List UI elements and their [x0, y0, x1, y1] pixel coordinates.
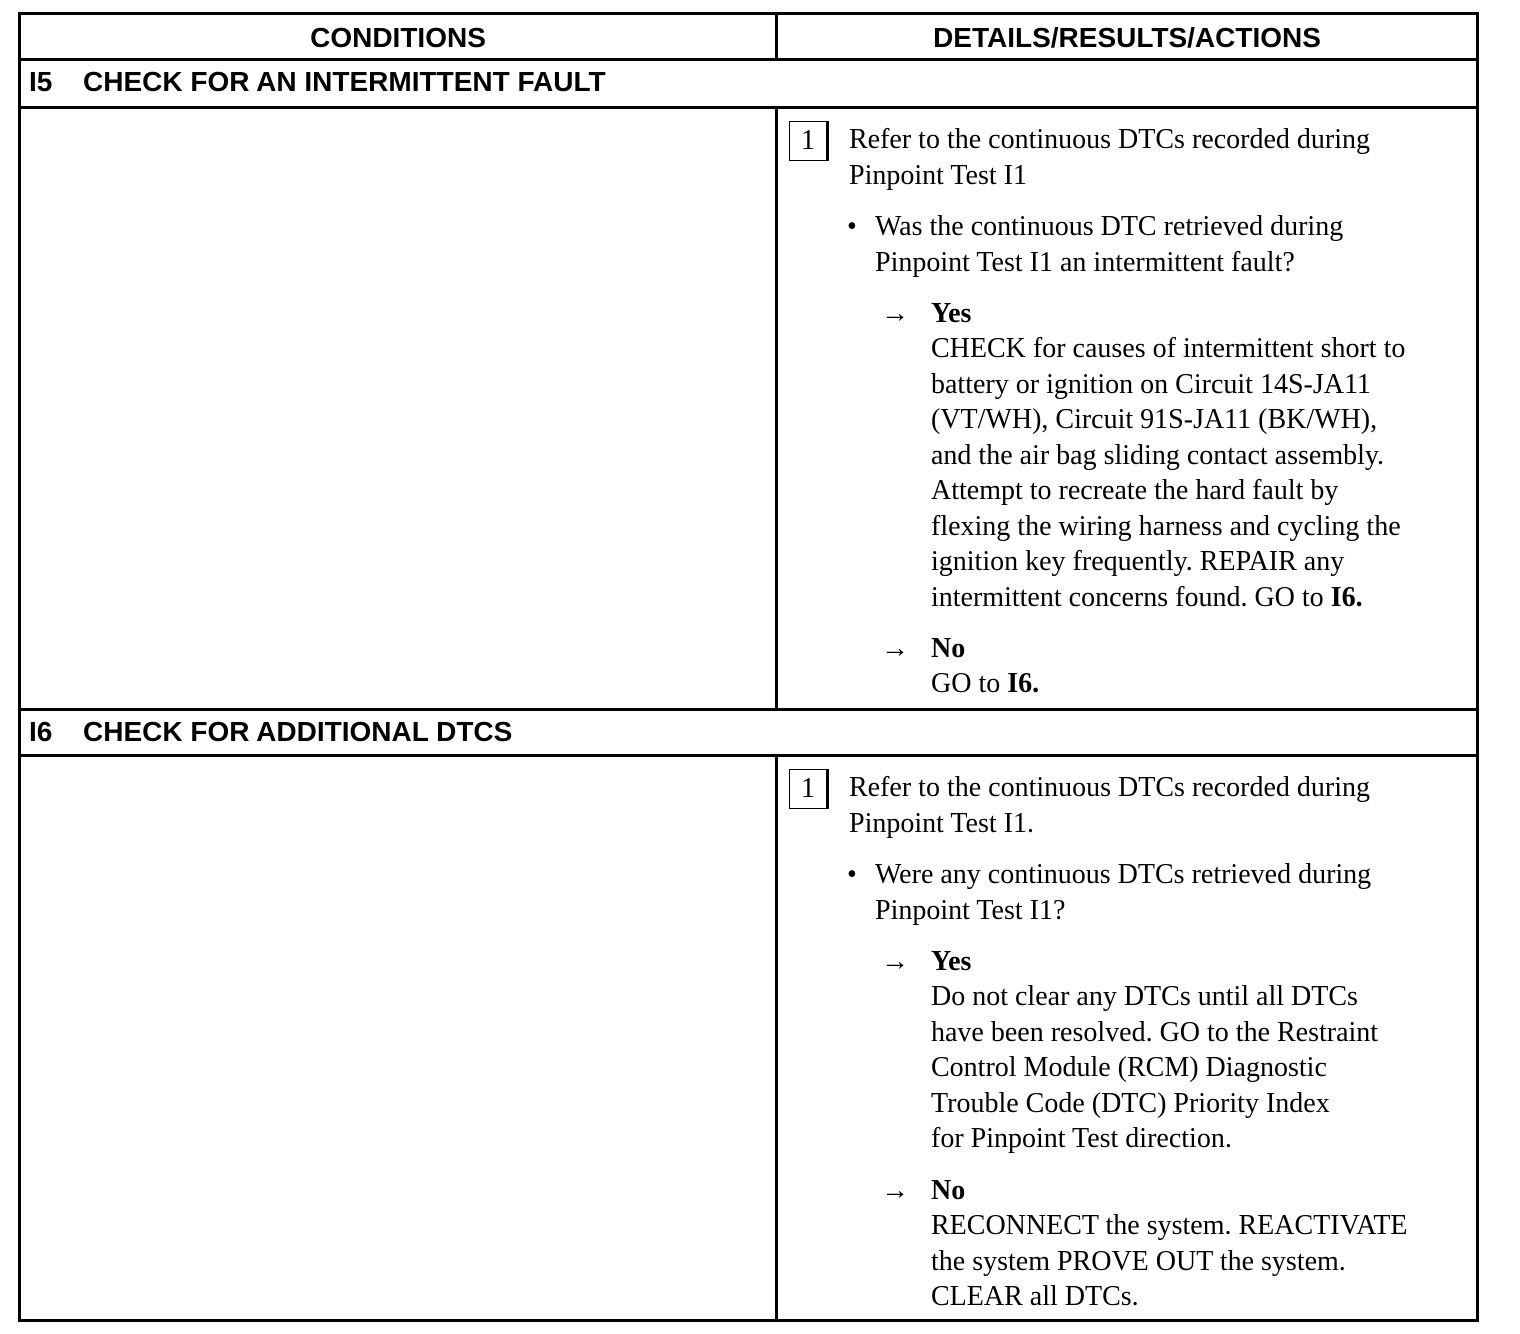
question-line: Were any continuous DTCs retrieved during	[875, 859, 1372, 890]
no-label: No	[931, 633, 966, 664]
yes-line: flexing the wiring harness and cycling the	[931, 510, 1401, 542]
goto-step-link: I6.	[1330, 581, 1363, 613]
instruction-line: Refer to the continuous DTCs recorded during	[849, 772, 1370, 803]
no-line: RECONNECT the system. REACTIVATE	[931, 1210, 1408, 1241]
column-divider	[775, 15, 778, 61]
question-line: Was the continuous DTC retrieved during	[875, 211, 1344, 242]
yes-label: Yes	[931, 946, 972, 977]
yes-line: CHECK for causes of intermittent short to	[931, 333, 1406, 364]
step-i6-details	[778, 757, 1476, 1319]
arrow-right-icon: →	[881, 946, 909, 977]
no-line: CLEAR all DTCs.	[931, 1281, 1139, 1312]
yes-line: for Pinpoint Test direction.	[931, 1123, 1232, 1154]
yes-line: Attempt to recreate the hard fault by	[931, 475, 1339, 506]
diagnostic-table	[18, 12, 1479, 1322]
question	[847, 209, 1475, 280]
yes-line: have been resolved. GO to the Restraint	[931, 1016, 1379, 1048]
yes-line: Trouble Code (DTC) Priority Index	[931, 1087, 1330, 1119]
yes-line: Control Module (RCM) Diagnostic	[931, 1052, 1327, 1083]
step-i5-details	[778, 109, 1476, 708]
action-number-box: 1	[789, 769, 829, 809]
no-line	[931, 666, 1471, 702]
no-line-text: GO to	[931, 668, 1008, 699]
question-line: Pinpoint Test I1 an intermittent fault?	[875, 246, 1295, 278]
yes-line: battery or ignition on Circuit 14S-JA11	[931, 368, 1371, 400]
step-i5-number: I5	[29, 66, 53, 97]
step-i6-title: CHECK FOR ADDITIONAL DTCS	[83, 716, 513, 747]
yes-line: ignition key frequently. REPAIR any	[931, 546, 1345, 577]
step-i5-title: CHECK FOR AN INTERMITTENT FAULT	[83, 66, 606, 97]
action-number-box: 1	[789, 121, 829, 161]
instruction-line: Refer to the continuous DTCs recorded during	[849, 124, 1370, 155]
bullet-icon: •	[847, 859, 857, 890]
step-i5-title-row	[21, 61, 1476, 103]
yes-label: Yes	[931, 298, 972, 329]
arrow-right-icon: →	[881, 298, 909, 329]
yes-line	[931, 580, 1471, 616]
yes-line: and the air bag sliding contact assembly.	[931, 439, 1385, 471]
instruction-line: Pinpoint Test I1	[849, 159, 1027, 191]
goto-step-link: I6.	[1007, 668, 1040, 699]
yes-text	[931, 331, 1471, 615]
conditions-header: CONDITIONS	[310, 22, 486, 53]
question	[847, 857, 1475, 928]
instruction	[849, 122, 1469, 193]
details-header: DETAILS/RESULTS/ACTIONS	[933, 22, 1321, 53]
no-text	[931, 1208, 1471, 1315]
instruction-line: Pinpoint Test I1.	[849, 807, 1034, 839]
arrow-right-icon: →	[881, 1175, 909, 1206]
bullet-icon: •	[847, 211, 857, 242]
yes-line: Do not clear any DTCs until all DTCs	[931, 981, 1358, 1012]
yes-text	[931, 979, 1471, 1157]
arrow-right-icon: →	[881, 633, 909, 664]
step-i6-title-row	[21, 711, 1476, 753]
instruction	[849, 770, 1469, 841]
no-text	[931, 666, 1471, 702]
no-label: No	[931, 1175, 966, 1206]
yes-line: (VT/WH), Circuit 91S-JA11 (BK/WH),	[931, 404, 1378, 435]
no-line: the system PROVE OUT the system.	[931, 1245, 1346, 1277]
question-line: Pinpoint Test I1?	[875, 894, 1066, 926]
yes-line-text: intermittent concerns found. GO to	[931, 581, 1331, 613]
step-i6-number: I6	[29, 716, 53, 747]
